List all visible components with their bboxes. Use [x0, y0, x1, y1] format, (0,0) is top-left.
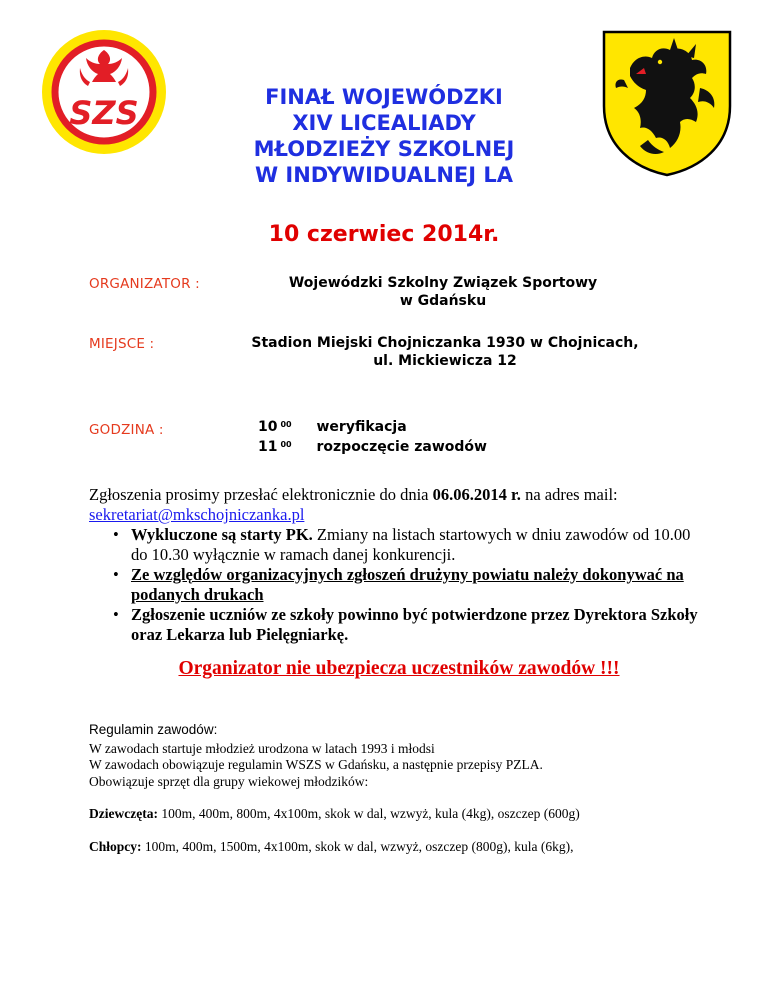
time-row	[258, 418, 487, 438]
time-hour: 10	[258, 419, 278, 435]
organizer-label: ORGANIZATOR :	[89, 276, 200, 292]
bullet-bold: Zgłoszenie uczniów ze szkoły powinno być potwierdzone przez Dyrektora Szkoły oraz Lekarza lub Pielęgniarkę.	[131, 605, 698, 644]
submission-section	[89, 485, 709, 645]
place-value	[210, 334, 680, 370]
time-desc: weryfikacja	[316, 419, 407, 435]
rules-line: Obowiązuje sprzęt dla grupy wiekowej młodzików:	[89, 773, 369, 789]
title-line: XIV LICEALIADY	[292, 111, 476, 135]
place-label: MIEJSCE :	[89, 336, 155, 352]
bullet-underlined: Ze względów organizacyjnych zgłoszeń drużyny powiatu należy dokonywać na podanych drukach	[131, 565, 684, 604]
submission-bullets	[89, 525, 709, 645]
submission-intro-suffix: na adres mail:	[520, 485, 618, 504]
bullet-bold: Wykluczone są starty PK.	[131, 525, 313, 544]
boys-events	[89, 839, 729, 856]
contact-email-link[interactable]: sekretariat@mkschojniczanka.pl	[89, 505, 305, 524]
girls-events	[89, 806, 729, 823]
svg-text:SZS: SZS	[69, 94, 139, 132]
boys-label: Chłopcy:	[89, 838, 142, 854]
place-line: ul. Mickiewicza 12	[373, 353, 517, 369]
event-date: 10 czerwiec 2014r.	[268, 222, 500, 247]
insurance-warning: Organizator nie ubezpiecza uczestników zawodów !!!	[178, 658, 620, 679]
title-line: FINAŁ WOJEWÓDZKI	[265, 85, 503, 109]
boys-events-text: 100m, 400m, 1500m, 4x100m, skok w dal, wzwyż, oszczep (800g), kula (6kg),	[141, 838, 574, 854]
list-item	[89, 525, 709, 565]
title-line: MŁODZIEŻY SZKOLNEJ	[253, 137, 515, 161]
event-title	[200, 84, 568, 188]
submission-intro	[89, 485, 709, 505]
girls-events-text: 100m, 400m, 800m, 4x100m, skok w dal, wzwyż, kula (4kg), oszczep (600g)	[157, 806, 580, 821]
szs-logo	[40, 28, 168, 156]
time-schedule	[258, 418, 487, 458]
time-minutes: 00	[280, 440, 292, 449]
rules-line: W zawodach obowiązuje regulamin WSZS w Gdańsku, a następnie przepisy PZLA.	[89, 757, 543, 772]
organizer-line: Wojewódzki Szkolny Związek Sportowy	[288, 275, 598, 291]
girls-label: Dziewczęta:	[89, 806, 158, 821]
submission-intro-text: Zgłoszenia prosimy przesłać elektronicznie do dnia	[89, 485, 433, 504]
rules-title: Regulamin zawodów:	[89, 722, 218, 737]
title-line: W INDYWIDUALNEJ LA	[254, 163, 514, 187]
time-hour: 11	[258, 439, 278, 455]
time-label: GODZINA :	[89, 422, 164, 438]
time-minutes: 00	[280, 420, 292, 429]
rules-line: W zawodach startuje młodzież urodzona w latach 1993 i młodsi	[89, 740, 435, 756]
organizer-line: w Gdańsku	[399, 293, 487, 309]
time-desc: rozpoczęcie zawodów	[316, 439, 487, 455]
place-line: Stadion Miejski Chojniczanka 1930 w Chojnicach,	[251, 335, 639, 351]
list-item	[89, 605, 709, 645]
rules-section	[89, 722, 729, 855]
time-row	[258, 438, 487, 458]
organizer-value	[238, 274, 648, 310]
submission-deadline: 06.06.2014 r.	[432, 485, 521, 504]
bullet-text: Zmiany na listach startowych w dniu zawodów od 10.00 do 10.30 wyłącznie w ramach danej konkurencji.	[131, 525, 691, 564]
pomeranian-griffin-coat-of-arms	[600, 28, 734, 178]
list-item	[89, 565, 709, 605]
